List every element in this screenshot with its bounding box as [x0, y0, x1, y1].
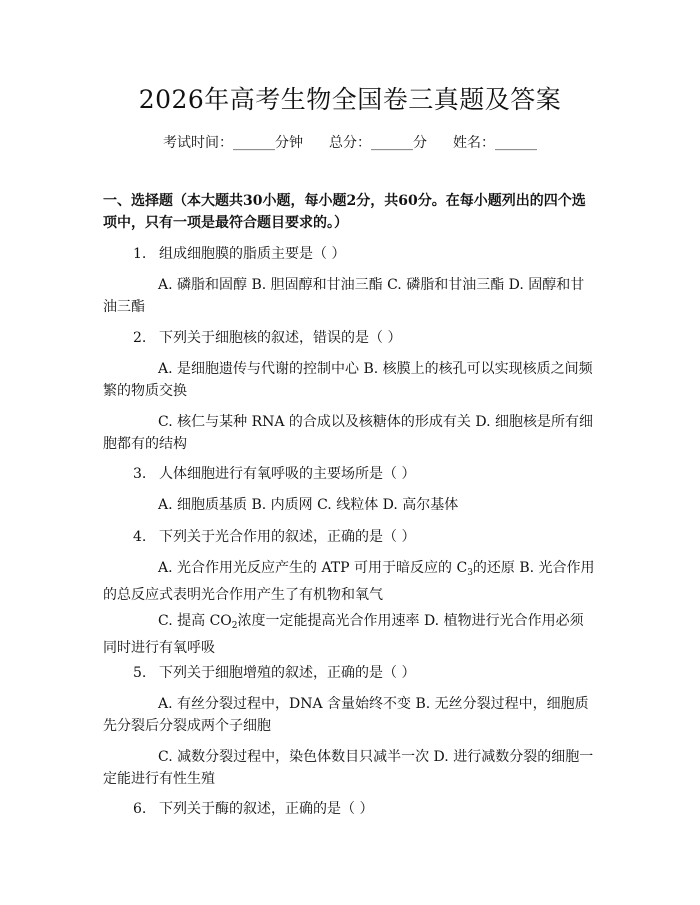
option-text: 浓度一定能提高光合作用速率 D. 植物进行光合作用必须同时进行有氧呼吸 [103, 613, 584, 656]
question-number: 1. [133, 246, 147, 262]
question-number: 3. [133, 466, 147, 482]
question-4-options-cd [103, 610, 597, 659]
question-2-options-cd: C. 核仁与某种 RNA 的合成以及核糖体的形成有关 D. 细胞核是所有细胞都有的结构 [103, 414, 593, 452]
question-3-options: A. 细胞质基质 B. 内质网 C. 线粒体 D. 高尔基体 [158, 497, 459, 513]
question-5-options-ab: A. 有丝分裂过程中，DNA 含量始终不变 B. 无丝分裂过程中，细胞质先分裂后分裂成两个子细胞 [103, 696, 589, 734]
option-text: C. 提高 CO [158, 613, 232, 629]
question-text: 下列关于光合作用的叙述，正确的是（ ） [159, 529, 416, 545]
question-number: 4. [133, 529, 147, 545]
question-2-stem [133, 327, 603, 349]
question-5-stem [133, 662, 603, 684]
question-text: 人体细胞进行有氧呼吸的主要场所是（ ） [159, 466, 416, 482]
section-heading: 一、选择题（本大题共30小题，每小题2分，共60分。在每小题列出的四个选项中，只有一项是最符合题目要求的。） [103, 193, 586, 231]
question-3-stem [133, 463, 603, 485]
exam-title: 2026年高考生物全国卷三真题及答案 [138, 85, 562, 114]
time-field: 考试时间：______分钟 [163, 135, 303, 151]
question-number: 5. [133, 665, 147, 681]
exam-meta [0, 132, 700, 152]
name-field: 姓名：______ [453, 135, 537, 151]
question-1-options: A. 磷脂和固醇 B. 胆固醇和甘油三酯 C. 磷脂和甘油三酯 D. 固醇和甘油三酯 [103, 277, 585, 315]
question-4-stem [133, 526, 603, 548]
question-number: 2. [133, 330, 147, 346]
question-4-options-ab [103, 557, 597, 606]
question-text: 下列关于酶的叙述，正确的是（ ） [159, 801, 374, 817]
option-text: A. 光合作用光反应产生的 ATP 可用于暗反应的 C [158, 560, 468, 576]
question-text: 组成细胞膜的脂质主要是（ ） [159, 246, 346, 262]
score-field: 总分：______分 [329, 135, 427, 151]
question-text: 下列关于细胞增殖的叙述，正确的是（ ） [159, 665, 416, 681]
question-1-stem [133, 243, 603, 265]
question-6-stem [133, 798, 603, 820]
subscript: 2 [231, 621, 238, 631]
question-text: 下列关于细胞核的叙述，错误的是（ ） [159, 330, 402, 346]
question-5-options-cd: C. 减数分裂过程中，染色体数目只减半一次 D. 进行减数分裂的细胞一定能进行有性生殖 [103, 749, 594, 787]
question-2-options-ab: A. 是细胞遗传与代谢的控制中心 B. 核膜上的核孔可以实现核质之间频繁的物质交换 [103, 361, 593, 399]
question-number: 6. [133, 801, 147, 817]
option-text: 的还原 B. 光合作用的总反应式表明光合作用产生了有机物和氧气 [103, 560, 595, 603]
subscript: 3 [467, 568, 473, 578]
